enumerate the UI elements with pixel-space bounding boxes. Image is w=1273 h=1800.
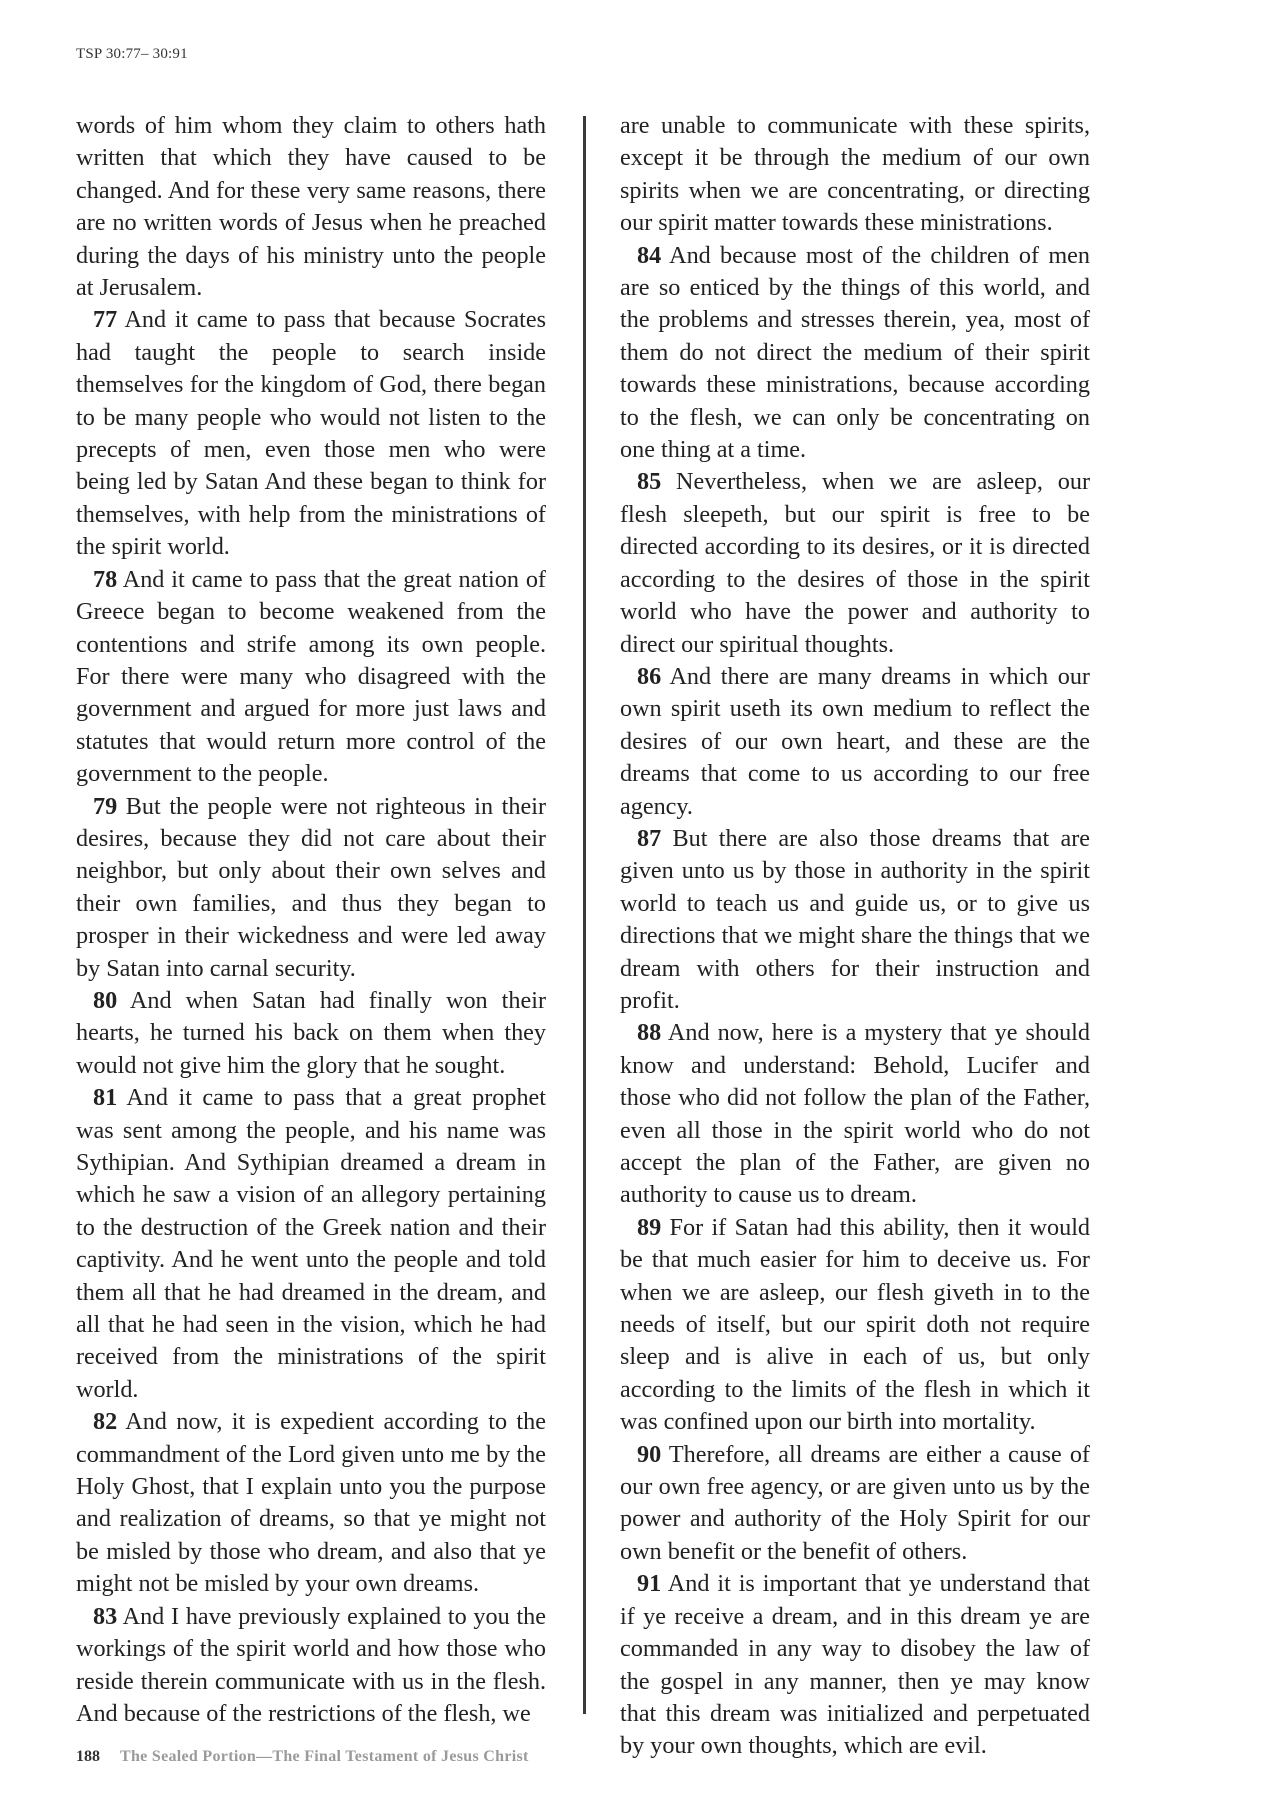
right-column: [620, 110, 1090, 1763]
verse-88: [620, 1017, 1090, 1211]
verse-text: And there are many dreams in which our own spirit useth its own medium to reflect the desires of our own heart, and these are the dreams that come to us according to our free agency.: [620, 662, 1090, 820]
verse-83: [76, 1601, 546, 1731]
verse-number: 85: [637, 468, 662, 496]
verse-text: And now, it is expedient according to the commandment of the Lord given unto me by the Holy Ghost, that I explain unto you the purpose and realization of dreams, so that ye might not be misled by those who dream, and also that ye might not be misled by your own dreams.: [76, 1408, 546, 1598]
verse-number: 90: [637, 1440, 662, 1468]
verse-number: 82: [93, 1408, 118, 1436]
column-divider: [583, 116, 586, 1714]
page-footer: [76, 1748, 529, 1766]
verse-87: [620, 823, 1090, 1017]
verse-text: Nevertheless, when we are asleep, our flesh sleepeth, but our spirit is free to be directed according to its desires, or it is directed according to the desires of those in the spirit world who have the power and authority to direct our spiritual thoughts.: [620, 468, 1091, 658]
verse-89: [620, 1212, 1090, 1439]
verse-81: [76, 1082, 546, 1406]
verse-80: [76, 985, 546, 1082]
verse-text: And because most of the children of men are so enticed by the things of this world, and the problems and stresses therein, yea, most of them do not direct the medium of their spirit towards these ministrations, because according to the flesh, we can only be concentrating on one thing at a time.: [620, 241, 1090, 464]
verse-77: [76, 304, 546, 563]
verse-text: And it is important that ye understand that if ye receive a dream, and in this dream ye are commanded in any way to disobey the law of the gospel in any manner, then ye may know that this dream was initialized and perpetuated by your own thoughts, which are evil.: [620, 1570, 1090, 1760]
verse-text: But there are also those dreams that are given unto us by those in authority in the spirit world to teach us and guide us, or to give us directions that we might share the things that we dream with others for their instruction and profit.: [620, 824, 1090, 1014]
verse-text: And I have previously explained to you the workings of the spirit world and how those who reside therein communicate with us in the flesh. And because of the restrictions of the flesh, we: [76, 1602, 546, 1727]
verse-number: 77: [93, 306, 118, 334]
verse-text: But the people were not righteous in their desires, because they did not care about their neighbor, but only about their own selves and their own families, and thus they began to prosper in their wickedness and were led away by Satan into carnal security.: [76, 792, 547, 982]
verse-text: And it came to pass that a great prophet was sent among the people, and his name was Sythipian. And Sythipian dreamed a dream in which he saw a vision of an allegory pertaining to the destruction of the Greek nation and their captivity. And he went unto the people and told them all that he had dreamed in the dream, and all that he had seen in the vision, which he had received from the ministrations of the spirit world.: [76, 1084, 546, 1403]
verse-number: 87: [637, 824, 662, 852]
left-column: [76, 110, 546, 1730]
verse-number: 78: [93, 565, 118, 593]
continued-paragraph: words of him whom they claim to others hath written that which they have caused to be changed. And for these very same reasons, there are no written words of Jesus when he preached during the days of his ministry unto the people at Jerusalem.: [76, 112, 546, 302]
verse-text: And when Satan had finally won their hearts, he turned his back on them when they would not give him the glory that he sought.: [76, 986, 546, 1079]
verse-82: [76, 1406, 546, 1600]
verse-text: For if Satan had this ability, then it would be that much easier for him to deceive us. For when we are asleep, our flesh giveth in to the needs of itself, but our spirit doth not require sleep and is alive in each of us, but only according to the limits of the flesh in which it was confined upon our birth into mortality.: [620, 1213, 1091, 1436]
verse-number: 80: [93, 986, 118, 1014]
verse-91: [620, 1568, 1090, 1762]
verse-number: 81: [93, 1084, 118, 1112]
book-title: The Sealed Portion—The Final Testament of Jesus Christ: [120, 1748, 529, 1765]
verse-number: 86: [637, 662, 662, 690]
verse-text: And now, here is a mystery that ye should know and understand: Behold, Lucifer and those who did not follow the plan of the Father, even all those in the spirit world who do not accept the plan of the Father, are given no authority to cause us to dream.: [620, 1019, 1090, 1209]
page-number: 188: [76, 1748, 100, 1765]
verse-78: [76, 564, 546, 791]
verse-text: And it came to pass that because Socrates had taught the people to search inside themselves for the kingdom of God, there began to be many people who would not listen to the precepts of men, even those men who were being led by Satan And these began to think for themselves, with help from the ministrations of the spirit world.: [76, 306, 546, 561]
verse-number: 83: [93, 1602, 118, 1630]
verse-number: 89: [637, 1213, 662, 1241]
verse-number: 79: [93, 792, 118, 820]
verse-86: [620, 661, 1090, 823]
verse-90: [620, 1439, 1090, 1569]
verse-text: Therefore, all dreams are either a cause of our own free agency, or are given unto us by the power and authority of the Holy Spirit for our own benefit or the benefit of others.: [620, 1440, 1090, 1565]
verse-85: [620, 466, 1090, 660]
verse-84: [620, 240, 1090, 467]
verse-number: 84: [637, 241, 662, 269]
continued-paragraph: are unable to communicate with these spirits, except it be through the medium of our own spirits when we are concentrating, or directing our spirit matter towards these ministrations.: [620, 112, 1090, 237]
verse-number: 88: [637, 1019, 662, 1047]
running-header: TSP 30:77– 30:91: [76, 46, 188, 62]
verse-79: [76, 791, 546, 985]
verse-number: 91: [637, 1570, 662, 1598]
verse-text: And it came to pass that the great nation of Greece began to become weakened from the contentions and strife among its own people. For there were many who disagreed with the government and argued for more just laws and statutes that would return more control of the government to the people.: [76, 565, 546, 788]
